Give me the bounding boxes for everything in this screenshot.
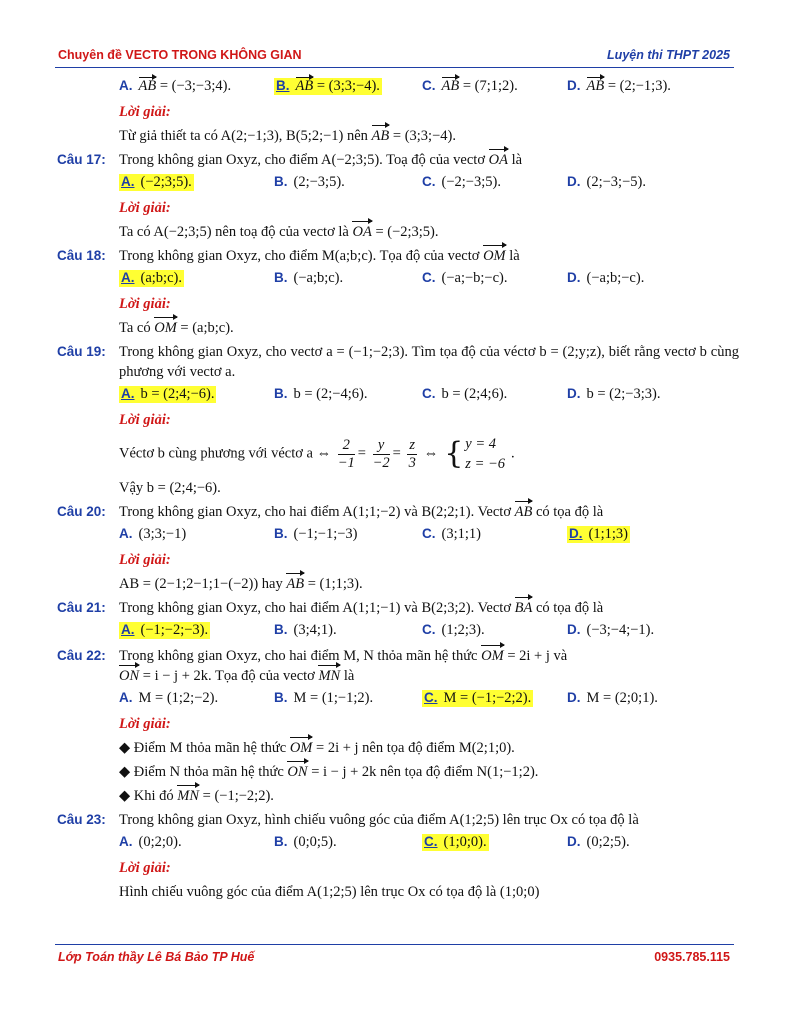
q19-option-a[interactable]: A. b = (2;4;−6). [121, 386, 215, 402]
q19-option-b[interactable]: B. b = (2;−4;6). [274, 386, 368, 402]
q19-solution-label: Lời giải: [119, 412, 171, 428]
footer-divider [55, 944, 734, 945]
q17-option-d[interactable]: D. (2;−3;−5). [567, 174, 646, 190]
q16-solution: Từ giả thiết ta có A(2;−1;3), B(5;2;−1) nên AB = (3;3;−4). [119, 128, 456, 144]
q20-option-c[interactable]: C. (3;1;1) [422, 526, 481, 542]
q17-number: Câu 17: [57, 152, 106, 167]
fraction-2: $\frac{y}{-2}$ [372, 436, 390, 471]
q21-option-a[interactable]: A. (−1;−2;−3). [121, 622, 209, 638]
q22-option-c[interactable]: C. M = (−1;−2;2). [424, 690, 532, 706]
q17-option-c[interactable]: C. (−2;−3;5). [422, 174, 501, 190]
q17-solution: Ta có A(−2;3;5) nên toạ độ của vectơ là OA = (−2;3;5). [119, 224, 439, 240]
footer-teacher: Lớp Toán thầy Lê Bá Bảo TP Huế [58, 950, 255, 964]
q20-question: Câu 20: Trong không gian Oxyz, cho hai điểm A(1;1;−2) và B(2;2;1). Vectơ AB có tọa độ là [57, 504, 604, 520]
header-exam: Luyện thi THPT 2025 [607, 48, 730, 62]
q17-solution-label: Lời giải: [119, 200, 171, 216]
page-content [57, 78, 739, 906]
q23-option-a[interactable]: A. (0;2;0). [119, 834, 182, 850]
q23-option-c[interactable]: C. (1;0;0). [424, 834, 487, 850]
q23-question: Câu 23: Trong không gian Oxyz, hình chiếu vuông góc của điểm A(1;2;5) lên trục Ox có tọa độ là [57, 812, 639, 828]
header-topic: Chuyên đề VECTO TRONG KHÔNG GIAN [58, 48, 302, 62]
q17-option-b[interactable]: B. (2;−3;5). [274, 174, 345, 190]
q21-option-c[interactable]: C. (1;2;3). [422, 622, 485, 638]
q22-option-a[interactable]: A. M = (1;2;−2). [119, 690, 219, 706]
q23-option-b[interactable]: B. (0;0;5). [274, 834, 337, 850]
q20-option-b[interactable]: B. (−1;−1;−3) [274, 526, 358, 542]
q19-option-d[interactable]: D. b = (2;−3;3). [567, 386, 661, 402]
q16-option-d[interactable]: D. AB = (2;−1;3). [567, 78, 671, 94]
q16-options [119, 78, 739, 102]
q23-solution: Hình chiếu vuông góc của điểm A(1;2;5) lên trục Ox có tọa độ là (1;0;0) [119, 884, 540, 900]
q21-option-d[interactable]: D. (−3;−4;−1). [567, 622, 655, 638]
q22-option-d[interactable]: D. M = (2;0;1). [567, 690, 658, 706]
q21-number: Câu 21: [57, 600, 106, 615]
q19-options [119, 386, 739, 410]
q22-solution-label: Lời giải: [119, 716, 171, 732]
q23-options [119, 834, 739, 858]
q20-solution: AB = (2−1;2−1;1−(−2)) hay AB = (1;1;3). [119, 576, 363, 592]
q18-solution: Ta có OM = (a;b;c). [119, 320, 234, 336]
page-header [58, 46, 734, 68]
q20-solution-label: Lời giải: [119, 552, 171, 568]
q16-option-a[interactable]: A. AB = (−3;−3;4). [119, 78, 232, 94]
q18-option-c[interactable]: C. (−a;−b;−c). [422, 270, 508, 286]
q18-option-a[interactable]: A. (a;b;c). [121, 270, 182, 286]
q19-question: Câu 19: Trong không gian Oxyz, cho vectơ a = (−1;−2;3). Tìm tọa độ của véctơ b = (2;y;z), biết rằng vectơ b cùng phương với vectơ a. [57, 344, 739, 380]
q17-options [119, 174, 739, 198]
q18-options [119, 270, 739, 294]
q20-options [119, 526, 739, 550]
q22-question: Câu 22: Trong không gian Oxyz, cho hai điểm M, N thỏa mãn hệ thức OM = 2i + j và ON = i − j + 2k. Tọa độ của vectơ MN là [57, 648, 568, 684]
q18-option-b[interactable]: B. (−a;b;c). [274, 270, 344, 286]
header-divider [55, 67, 734, 68]
q18-number: Câu 18: [57, 248, 106, 263]
q21-option-b[interactable]: B. (3;4;1). [274, 622, 337, 638]
q20-option-d[interactable]: D. (1;1;3) [569, 526, 628, 542]
q23-option-d[interactable]: D. (0;2;5). [567, 834, 630, 850]
q22-option-b[interactable]: B. M = (1;−1;2). [274, 690, 374, 706]
q22-options [119, 690, 739, 714]
q23-number: Câu 23: [57, 812, 106, 827]
q19-number: Câu 19: [57, 344, 106, 359]
q16-option-c[interactable]: C. AB = (7;1;2). [422, 78, 518, 94]
footer-phone: 0935.785.115 [654, 950, 730, 964]
q18-question: Câu 18: Trong không gian Oxyz, cho điểm M(a;b;c). Tọa độ của vectơ OM là [57, 248, 520, 264]
q17-option-a[interactable]: A. (−2;3;5). [121, 174, 192, 190]
q17-question: Câu 17: Trong không gian Oxyz, cho điểm A(−2;3;5). Toạ độ của vectơ OA là [57, 152, 523, 168]
q16-option-b[interactable]: B. AB = (3;3;−4). [276, 78, 380, 94]
q22-bullet-1: ◆ Điểm M thỏa mãn hệ thức OM = 2i + j nên tọa độ điểm M(2;1;0). [119, 740, 515, 756]
q19-conclusion: Vậy b = (2;4;−6). [119, 480, 221, 496]
q23-solution-label: Lời giải: [119, 860, 171, 876]
q18-option-d[interactable]: D. (−a;b;−c). [567, 270, 645, 286]
fraction-3: $\frac{z}{3}$ [408, 436, 416, 471]
q19-solution: Véctơ b cùng phương với véctơ a ⇔ $\frac{2}{-1}$ = $\frac{y}{-2}$ = $\frac{z}{3}$ ⇔ { y = 4 z = −6. [119, 436, 515, 472]
q16-solution-label: Lời giải: [119, 104, 171, 120]
q19-option-c[interactable]: C. b = (2;4;6). [422, 386, 508, 402]
fraction-1: $\frac{2}{-1}$ [337, 436, 355, 471]
q20-number: Câu 20: [57, 504, 106, 519]
equation-system: { y = 4 z = −6 [444, 436, 506, 472]
q22-number: Câu 22: [57, 648, 106, 663]
q22-bullet-2: ◆ Điểm N thỏa mãn hệ thức ON = i − j + 2k nên tọa độ điểm N(1;−1;2). [119, 764, 539, 780]
q22-bullet-3: ◆ Khi đó MN = (−1;−2;2). [119, 788, 274, 804]
q21-options [119, 622, 739, 646]
q18-solution-label: Lời giải: [119, 296, 171, 312]
q21-question: Câu 21: Trong không gian Oxyz, cho hai điểm A(1;1;−1) và B(2;3;2). Vectơ BA có tọa độ là [57, 600, 604, 616]
q20-option-a[interactable]: A. (3;3;−1) [119, 526, 187, 542]
